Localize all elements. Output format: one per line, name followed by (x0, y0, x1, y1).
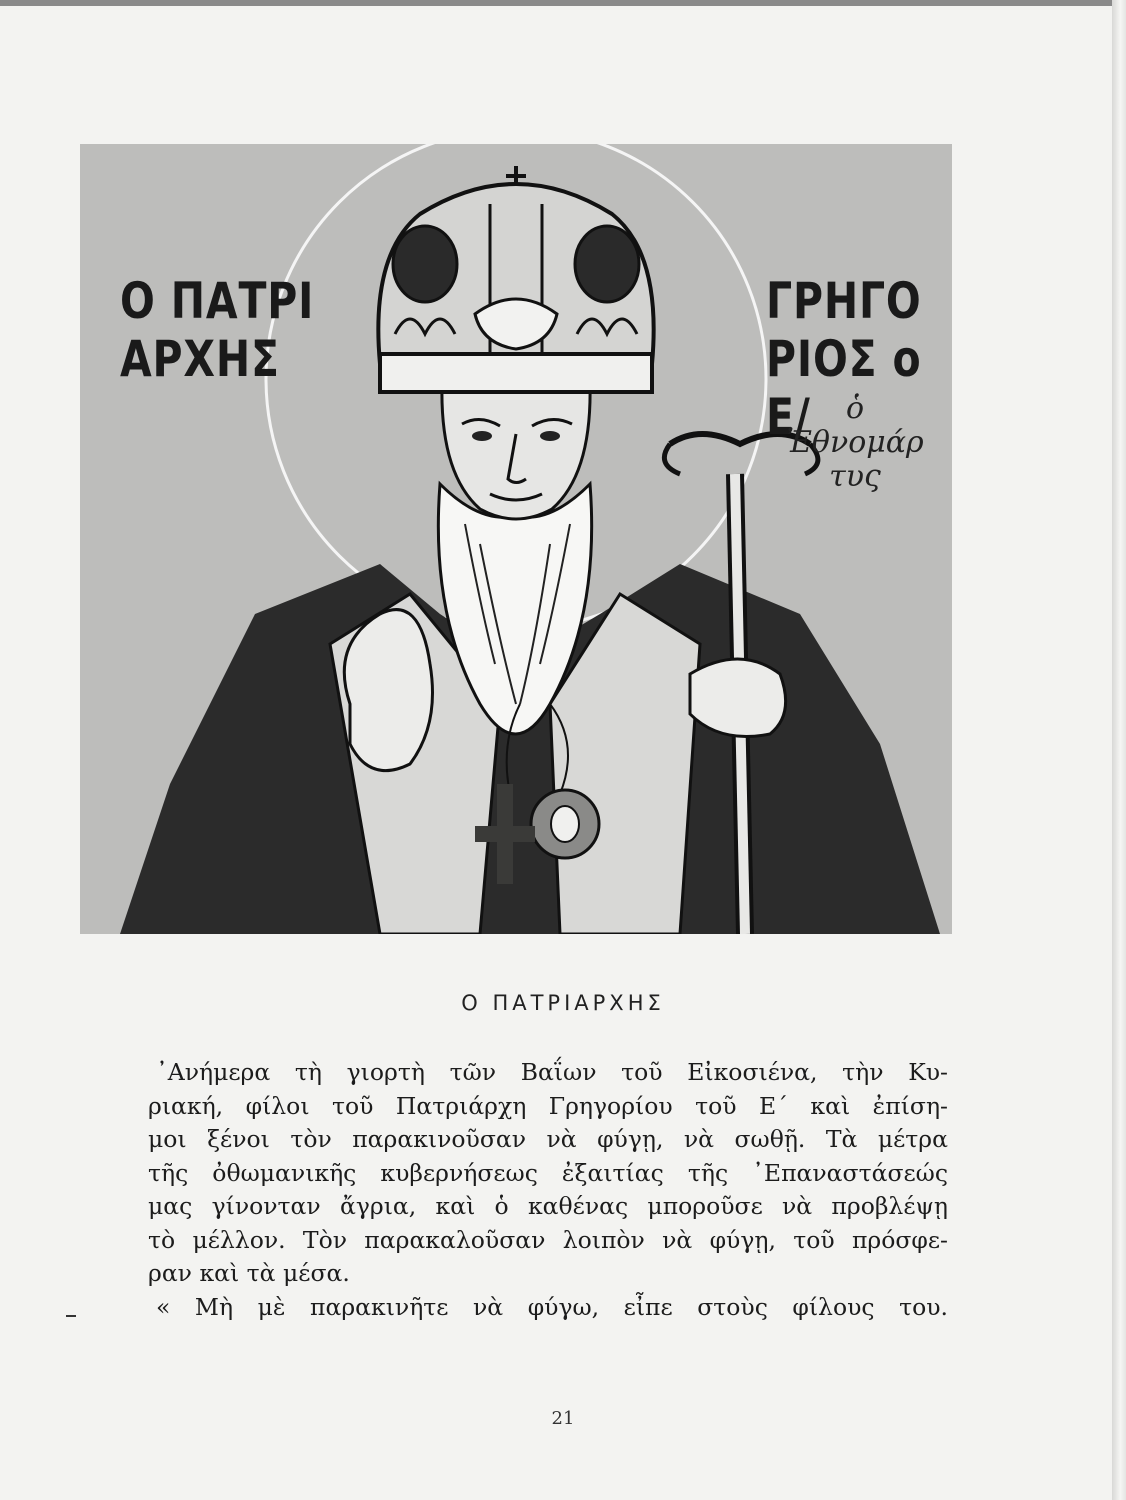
body-line: ᾿Ανήμερα τὴ γιορτὴ τῶν Βαΐων τοῦ Εἰκοσιένα, τὴν Κυ- (156, 1058, 948, 1086)
page-number: 21 (551, 1408, 575, 1429)
script-inscription-line-1: ὁ Ἐθνομάρ (786, 391, 924, 460)
section-caption: Ο ΠΑΤΡΙΑΡΧΗΣ (461, 991, 665, 1015)
left-inscription-line-2: ΑΡΧΗΣ (120, 330, 280, 388)
margin-mark (66, 1315, 76, 1317)
body-line: τὸ μέλλον. Τὸν παρακαλοῦσαν λοιπὸν νὰ φύγῃ, τοῦ πρόσφε- (148, 1225, 948, 1254)
body-line: μοι ξένοι τὸν παρακινοῦσαν νὰ φύγῃ, νὰ σωθῇ. Τὰ μέτρα (148, 1125, 948, 1153)
book-page (0, 6, 1112, 1500)
body-line: μας γίνονταν ἄγρια, καὶ ὁ καθένας μποροῦσε νὰ προβλέψῃ (148, 1192, 948, 1220)
left-inscription-line-1: Ο ΠΑΤΡΙ (120, 272, 315, 330)
right-inscription-line-2: ΡΙΟΣ ο Ε/ (766, 330, 922, 446)
patriarch-drawing (80, 144, 952, 934)
body-paragraph (148, 1056, 948, 1324)
left-inscription (120, 272, 314, 388)
script-inscription-line-2: τυς (829, 459, 881, 494)
right-inscription-line-1: ΓΡΗΓΟ (766, 272, 922, 330)
body-line: ραν καὶ τὰ μέσα. (148, 1259, 350, 1287)
body-line: τῆς ὀθωμανικῆς κυβερνήσεως ἐξαιτίας τῆς ᾿Επαναστάσεώς (148, 1158, 948, 1187)
body-line: « Μὴ μὲ παρακινῆτε νὰ φύγω, εἶπε στοὺς φίλους του. (156, 1292, 948, 1321)
body-line: ριακή, φίλοι τοῦ Πατριάρχη Γρηγορίου τοῦ Ε΄ καὶ ἐπίση- (148, 1091, 948, 1120)
patriarch-icon-illustration (80, 144, 952, 934)
page-edge (1112, 0, 1126, 1500)
script-inscription (780, 392, 930, 494)
